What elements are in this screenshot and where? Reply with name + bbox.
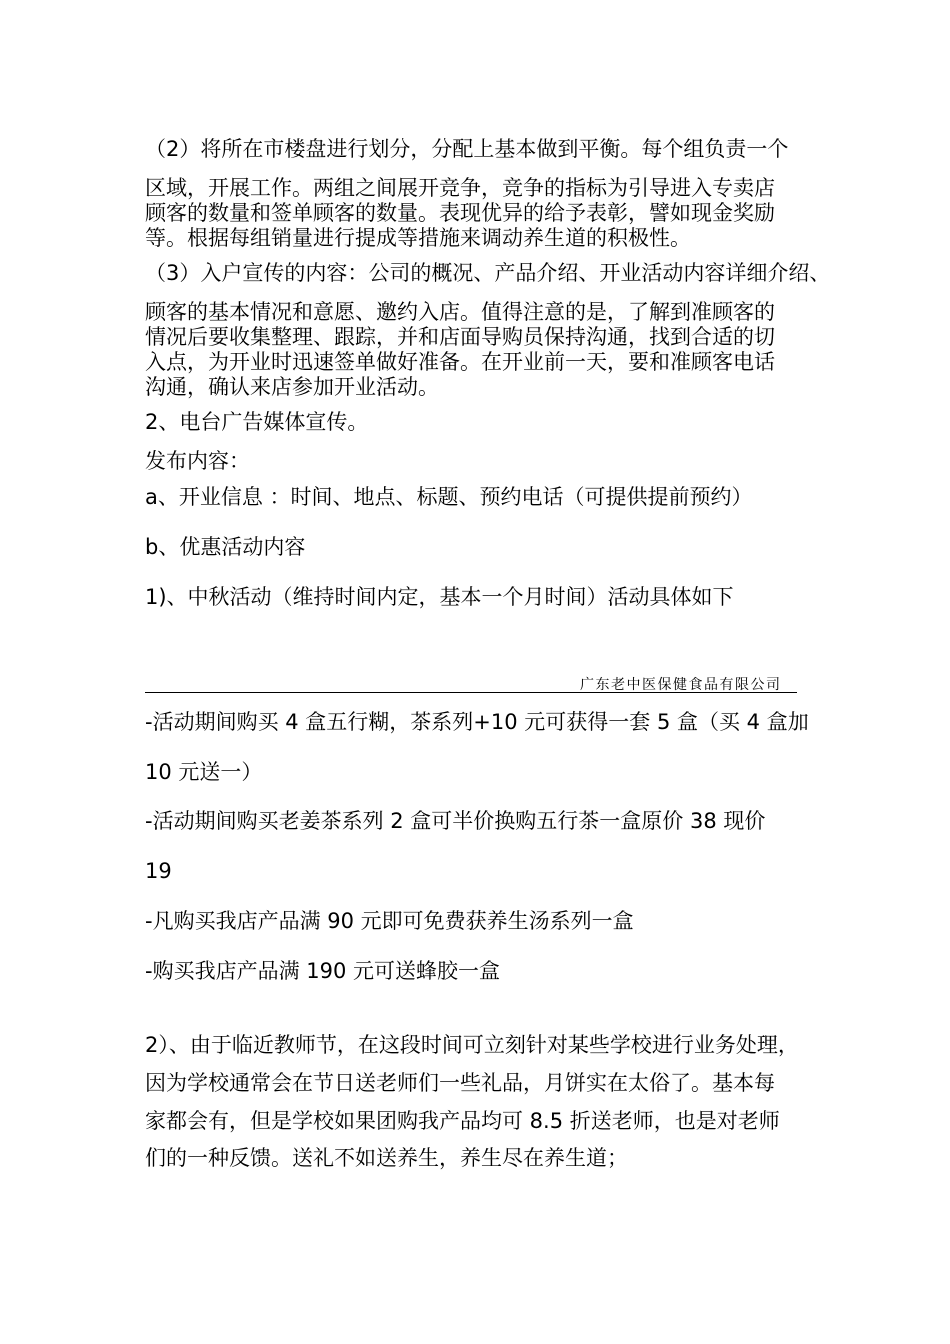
- list-item: -购买我店产品满 190 元可送蜂胶一盒: [145, 959, 501, 983]
- paragraph-line: 入点，为开业时迅速签单做好准备。在开业前一天，要和准顾客电话: [145, 350, 775, 374]
- list-item: -凡购买我店产品满 90 元即可免费获养生汤系列一盒: [145, 909, 634, 933]
- paragraph-line: 沟通，确认来店参加开业活动。: [145, 375, 439, 399]
- paragraph-line: 发布内容：: [145, 449, 250, 473]
- paragraph-line: 区域，开展工作。两组之间展开竞争，竞争的指标为引导进入专卖店: [145, 176, 775, 200]
- footer-divider: [145, 692, 797, 693]
- paragraph-line: 们的一种反馈。送礼不如送养生，养生尽在养生道；: [145, 1146, 628, 1170]
- list-item: b、优惠活动内容: [145, 535, 306, 559]
- paragraph-line: 家都会有，但是学校如果团购我产品均可 8.5 折送老师，也是对老师: [145, 1109, 780, 1133]
- company-name: 广东老中医保健食品有限公司: [580, 677, 782, 693]
- paragraph-line: 等。根据每组销量进行提成等措施来调动养生道的积极性。: [145, 226, 691, 250]
- paragraph-line: 因为学校通常会在节日送老师们一些礼品，月饼实在太俗了。基本每: [145, 1071, 775, 1095]
- paragraph-line: 2）、由于临近教师节，在这段时间可立刻针对某些学校进行业务处理，: [145, 1033, 799, 1057]
- section-heading: 2、电台广告媒体宣传。: [145, 410, 369, 434]
- paragraph-line: （3）入户宣传的内容：公司的概况、产品介绍、开业活动内容详细介绍、: [145, 261, 831, 285]
- list-item: 1)、中秋活动（维持时间内定，基本一个月时间）活动具体如下: [145, 585, 734, 609]
- list-item: -活动期间购买老姜茶系列 2 盒可半价换购五行茶一盒原价 38 现价: [145, 809, 766, 833]
- list-item: a、开业信息 ：时间、地点、标题、预约电话（可提供提前预约）: [145, 485, 753, 509]
- list-item: 19: [145, 859, 172, 883]
- paragraph-line: 顾客的数量和签单顾客的数量。表现优异的给予表彰，譬如现金奖励: [145, 201, 775, 225]
- list-item: 10 元送一）: [145, 760, 263, 784]
- paragraph-line: 顾客的基本情况和意愿、邀约入店。值得注意的是，了解到准顾客的: [145, 300, 775, 324]
- paragraph-line: 情况后要收集整理、跟踪，并和店面导购员保持沟通，找到合适的切: [145, 325, 775, 349]
- list-item: -活动期间购买 4 盒五行糊，茶系列+10 元可获得一套 5 盒（买 4 盒加: [145, 710, 809, 734]
- paragraph-line: （2）将所在市楼盘进行划分，分配上基本做到平衡。每个组负责一个: [145, 137, 789, 161]
